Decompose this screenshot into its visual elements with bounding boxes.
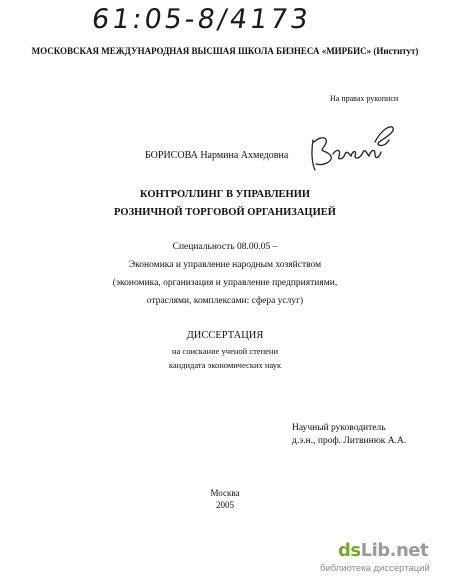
specialty-line-1: Специальность 08.00.05 – — [172, 242, 278, 252]
city: Москва — [210, 488, 240, 498]
institute-name: МОСКОВСКАЯ МЕЖДУНАРОДНАЯ ВЫСШАЯ ШКОЛА БИЗНЕСА «МИРБИС» (Институт) — [31, 46, 419, 56]
year: 2005 — [216, 500, 234, 510]
title-line-2: РОЗНИЧНОЙ ТОРГОВОЙ ОРГАНИЗАЦИЕЙ — [114, 207, 336, 218]
logo-ds: ds — [338, 540, 361, 561]
supervisor-name: д.э.н., проф. Литвинюк А.А. — [292, 436, 407, 446]
degree-line-2: кандидата экономических наук — [168, 360, 282, 370]
library-caption: библиотека диссертаций — [320, 563, 430, 574]
specialty-line-2: Экономика и управление народным хозяйством — [128, 260, 322, 270]
archive-number: 61:05-8/4173 — [89, 4, 313, 35]
dslib-logo[interactable] — [338, 540, 428, 561]
author-name: БОРИСОВА Нармина Ахмедовна — [145, 150, 289, 161]
specialty-line-3: (экономика, организация и управление предприятиями, — [112, 278, 338, 288]
logo-lib: Lib — [360, 540, 390, 561]
dissertation-label: ДИССЕРТАЦИЯ — [186, 330, 264, 341]
degree-line-1: на соискание ученой степени — [171, 346, 278, 356]
title-line-1: КОНТРОЛЛИНГ В УПРАВЛЕНИИ — [139, 189, 311, 200]
logo-net: .net — [389, 540, 429, 561]
author-signature — [305, 120, 397, 178]
supervisor-label: Научный руководитель — [292, 423, 386, 433]
specialty-line-4: отраслями, комплексами: сфера услуг) — [146, 296, 304, 306]
rights-note: На правах рукописи — [330, 94, 399, 103]
